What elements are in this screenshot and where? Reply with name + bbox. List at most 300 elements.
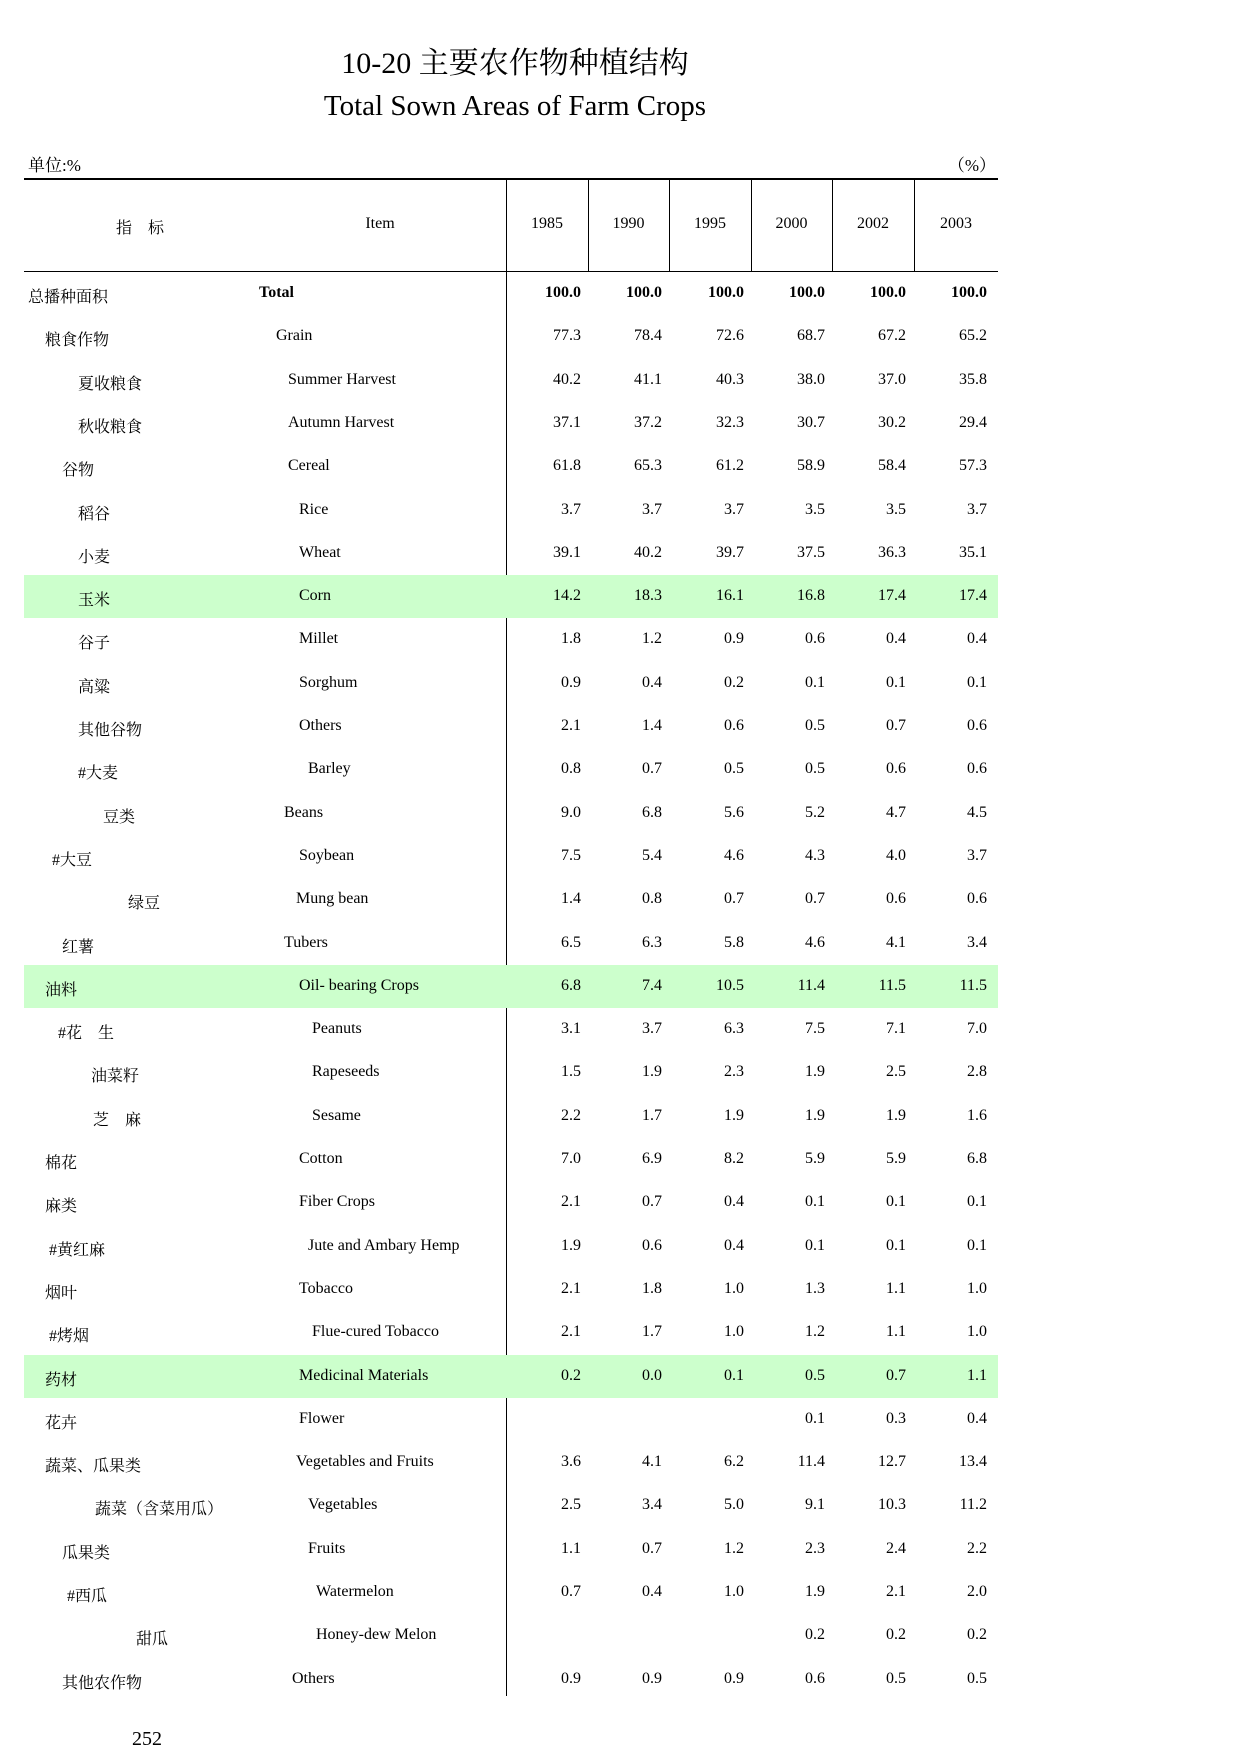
row-value: 3.7 (724, 500, 744, 518)
table-row (24, 1658, 998, 1701)
row-value: 1.2 (805, 1323, 825, 1341)
row-value: 39.1 (553, 543, 581, 561)
row-value: 2.5 (886, 1063, 906, 1081)
row-value: 0.3 (886, 1409, 906, 1427)
row-value: 0.7 (642, 1193, 662, 1211)
row-label-en: Summer Harvest (288, 370, 396, 388)
row-value: 0.7 (805, 890, 825, 908)
row-value: 1.5 (561, 1063, 581, 1081)
table-row (24, 835, 998, 878)
header-year: 1990 (612, 215, 645, 232)
row-value: 1.2 (642, 630, 662, 648)
row-value: 1.9 (886, 1106, 906, 1124)
row-label-cn: 绿豆 (128, 895, 161, 913)
row-value: 0.9 (561, 1669, 581, 1687)
row-value: 11.5 (878, 976, 906, 994)
row-value: 67.2 (878, 327, 906, 345)
row-value: 0.1 (805, 1236, 825, 1254)
row-label-cn: 芝 麻 (93, 1111, 142, 1129)
table-row (24, 1268, 998, 1311)
row-value: 37.1 (553, 413, 581, 431)
row-value: 1.9 (805, 1583, 825, 1600)
row-label-cn: #大麦 (78, 765, 119, 783)
row-value: 3.7 (967, 500, 987, 518)
row-label-en: Tubers (284, 933, 328, 951)
header-indicator-cn: 指 标 (115, 220, 164, 237)
table-row (24, 1528, 998, 1571)
row-label-cn: 总播种面积 (28, 289, 109, 306)
row-value: 100.0 (626, 284, 662, 301)
table-row (24, 1051, 998, 1094)
row-value: 2.5 (561, 1496, 581, 1514)
table-row (24, 1398, 998, 1441)
row-value: 0.5 (724, 760, 744, 778)
row-label-cn: 花卉 (45, 1414, 78, 1432)
row-value: 1.1 (886, 1279, 906, 1297)
row-value: 100.0 (789, 284, 825, 301)
row-value: 7.1 (886, 1020, 906, 1038)
row-label-en: Honey-dew Melon (316, 1626, 437, 1644)
row-value: 0.7 (724, 890, 744, 908)
row-value: 0.6 (967, 760, 987, 778)
row-label-en: Wheat (299, 543, 341, 561)
row-label-en: Medicinal Materials (299, 1366, 429, 1384)
row-value: 0.4 (967, 1409, 987, 1427)
unit-label-en: （%） (947, 156, 996, 175)
row-value: 3.4 (967, 933, 987, 951)
row-label-en: Grain (276, 327, 313, 345)
row-value: 0.2 (886, 1626, 906, 1644)
row-value: 0.4 (967, 630, 987, 648)
row-value: 30.2 (878, 413, 906, 431)
row-value: 61.8 (553, 457, 581, 475)
row-label-cn: #大豆 (52, 851, 93, 869)
row-value: 0.0 (642, 1366, 662, 1384)
row-value: 6.3 (642, 933, 662, 951)
table-row (24, 1181, 998, 1224)
row-value: 6.8 (967, 1150, 987, 1167)
row-value: 0.4 (724, 1193, 744, 1211)
table-row (24, 272, 998, 315)
row-value: 1.1 (886, 1323, 906, 1341)
row-value: 1.6 (967, 1106, 987, 1124)
row-value: 3.4 (642, 1496, 662, 1514)
row-label-cn: 烟叶 (45, 1284, 78, 1302)
row-label-cn: 瓜果类 (62, 1544, 111, 1562)
row-value: 0.1 (967, 673, 987, 691)
table-row (24, 965, 998, 1008)
row-value: 58.4 (878, 457, 906, 475)
row-value: 0.9 (724, 630, 744, 648)
header-year: 1995 (694, 215, 726, 232)
row-value: 0.1 (886, 673, 906, 691)
row-label-cn: #花 生 (58, 1025, 115, 1043)
row-value: 0.7 (642, 760, 662, 778)
row-label-cn: #西瓜 (67, 1588, 108, 1605)
row-value: 6.8 (561, 976, 581, 994)
row-value: 37.0 (878, 370, 906, 388)
row-value: 4.5 (967, 803, 987, 821)
row-label-en: Peanuts (312, 1020, 362, 1038)
row-value: 35.8 (959, 370, 987, 388)
row-value: 16.8 (797, 587, 825, 605)
table-row (24, 705, 998, 748)
row-label-en: Fruits (308, 1539, 346, 1557)
row-value: 0.6 (886, 890, 906, 908)
row-value: 1.8 (642, 1279, 662, 1297)
row-label-cn: 油菜籽 (91, 1068, 140, 1086)
row-value: 2.1 (561, 1279, 581, 1297)
table-row (24, 489, 998, 532)
row-label-en: Rapeseeds (312, 1063, 380, 1081)
row-value: 0.9 (724, 1669, 744, 1687)
row-value: 6.3 (724, 1020, 744, 1038)
row-label-cn: 甜瓜 (136, 1631, 169, 1649)
row-value: 17.4 (878, 587, 906, 605)
row-label-cn: 药材 (45, 1371, 78, 1389)
row-value: 61.2 (716, 457, 744, 475)
row-value: 3.1 (561, 1020, 581, 1038)
row-value: 5.0 (724, 1496, 744, 1514)
row-value: 58.9 (797, 457, 825, 475)
row-value: 0.9 (561, 673, 581, 691)
row-value: 14.2 (553, 587, 581, 605)
row-label-cn: 稻谷 (78, 505, 111, 523)
row-value: 0.1 (805, 673, 825, 691)
row-value: 0.2 (805, 1626, 825, 1644)
row-label-en: Soybean (299, 846, 355, 864)
row-value: 0.6 (805, 630, 825, 648)
row-value: 0.1 (967, 1236, 987, 1254)
row-value: 7.0 (561, 1150, 581, 1167)
row-value: 4.6 (805, 933, 825, 951)
row-value: 68.7 (797, 327, 825, 345)
row-value: 0.5 (805, 1366, 825, 1384)
row-value: 100.0 (545, 284, 581, 301)
row-value: 3.6 (561, 1453, 581, 1471)
row-label-en: Vegetables (308, 1496, 378, 1514)
row-label-en: Tobacco (299, 1279, 353, 1297)
table-row (24, 1571, 998, 1614)
row-value: 1.8 (561, 630, 581, 648)
table-row (24, 1484, 998, 1527)
row-label-cn: 谷子 (78, 635, 111, 653)
row-value: 3.5 (886, 500, 906, 518)
row-label-cn: 小麦 (78, 548, 111, 566)
row-value: 1.9 (642, 1063, 662, 1081)
row-value: 18.3 (634, 587, 662, 605)
row-label-en: Sesame (312, 1106, 361, 1124)
row-value: 7.5 (805, 1020, 825, 1038)
row-label-cn: 麻类 (45, 1198, 78, 1216)
row-value: 12.7 (878, 1453, 906, 1471)
table-row (24, 922, 998, 965)
row-label-en: Others (299, 717, 342, 734)
table-row (24, 792, 998, 835)
row-value: 30.7 (797, 413, 825, 431)
row-value: 100.0 (870, 284, 906, 301)
row-value: 65.2 (959, 327, 987, 345)
row-value: 0.2 (967, 1626, 987, 1644)
row-value: 5.2 (805, 803, 825, 821)
row-value: 0.4 (724, 1236, 744, 1254)
row-value: 16.1 (716, 587, 744, 605)
table-row (24, 1008, 998, 1051)
row-value: 0.6 (886, 760, 906, 778)
row-value: 1.0 (967, 1279, 987, 1297)
row-label-en: Corn (299, 587, 331, 605)
table-row (24, 618, 998, 661)
row-value: 5.8 (724, 933, 744, 951)
row-value: 2.1 (561, 717, 581, 734)
row-value: 36.3 (878, 543, 906, 561)
row-value: 1.0 (724, 1279, 744, 1297)
row-value: 2.3 (805, 1539, 825, 1557)
row-value: 5.4 (642, 846, 662, 864)
table-row (24, 662, 998, 705)
row-value: 9.0 (561, 803, 581, 821)
row-label-en: Others (292, 1669, 335, 1687)
table-row (24, 1614, 998, 1657)
row-value: 10.3 (878, 1496, 906, 1514)
table-row (24, 1441, 998, 1484)
row-value: 0.1 (805, 1409, 825, 1427)
row-value: 0.1 (967, 1193, 987, 1211)
table-row (24, 878, 998, 921)
row-value: 0.9 (642, 1669, 662, 1687)
row-label-cn: 豆类 (103, 808, 136, 826)
row-label-en: Flower (299, 1409, 345, 1427)
row-value: 29.4 (959, 413, 987, 431)
table-top-rule (24, 178, 998, 180)
row-value: 32.3 (716, 413, 744, 431)
page-number: 252 (132, 1728, 162, 1750)
row-value: 0.1 (724, 1366, 744, 1384)
row-value: 1.0 (967, 1323, 987, 1341)
row-value: 2.0 (967, 1583, 987, 1600)
row-value: 8.2 (724, 1150, 744, 1167)
row-label-en: Millet (299, 630, 339, 648)
row-value: 0.4 (642, 673, 662, 691)
row-value: 7.0 (967, 1020, 987, 1038)
row-value: 11.5 (959, 976, 987, 994)
row-label-en: Oil- bearing Crops (299, 976, 419, 994)
table-row (24, 359, 998, 402)
row-value: 40.2 (553, 370, 581, 388)
table-row (24, 315, 998, 358)
row-value: 1.4 (561, 890, 581, 908)
row-value: 40.3 (716, 370, 744, 388)
header-year: 2003 (940, 215, 972, 232)
row-value: 37.5 (797, 543, 825, 561)
row-value: 2.2 (561, 1106, 581, 1124)
row-label-cn: #黄红麻 (49, 1241, 106, 1259)
row-value: 78.4 (634, 327, 662, 345)
row-value: 3.7 (642, 1020, 662, 1038)
row-value: 0.6 (967, 890, 987, 908)
row-label-en: Total (259, 284, 294, 301)
row-value: 4.1 (642, 1453, 662, 1471)
row-label-cn: 红薯 (62, 938, 95, 956)
row-value: 57.3 (959, 457, 987, 475)
row-value: 0.2 (724, 673, 744, 691)
row-value: 38.0 (797, 370, 825, 388)
row-label-cn: 秋收粮食 (78, 418, 143, 436)
row-value: 1.1 (967, 1366, 987, 1384)
row-label-en: Watermelon (316, 1583, 394, 1600)
row-label-cn: 蔬菜、瓜果类 (45, 1458, 142, 1476)
row-value: 3.7 (642, 500, 662, 518)
page-title-cn: 10-20 主要农作物种植结构 (341, 47, 689, 80)
row-value: 1.0 (724, 1583, 744, 1600)
row-label-en: Sorghum (299, 673, 358, 691)
row-value: 0.7 (886, 1366, 906, 1384)
table-row (24, 748, 998, 791)
row-label-en: Cereal (288, 457, 330, 475)
row-value: 2.2 (967, 1539, 987, 1557)
row-value: 7.5 (561, 846, 581, 864)
table-row (24, 1311, 998, 1354)
row-value: 7.4 (642, 976, 662, 994)
row-value: 100.0 (951, 284, 987, 301)
row-label-en: Fiber Crops (299, 1193, 375, 1211)
row-value: 0.5 (967, 1669, 987, 1687)
header-item-en: Item (365, 215, 395, 232)
row-value: 3.5 (805, 500, 825, 518)
row-label-en: Cotton (299, 1150, 343, 1167)
row-label-cn: 其他谷物 (78, 722, 143, 739)
header-year: 2002 (857, 215, 889, 232)
row-value: 11.4 (797, 976, 825, 994)
row-value: 4.6 (724, 846, 744, 864)
row-value: 11.2 (959, 1496, 987, 1514)
row-value: 0.7 (561, 1583, 581, 1600)
row-value: 6.9 (642, 1150, 662, 1167)
row-label-en: Jute and Ambary Hemp (308, 1236, 460, 1254)
row-value: 1.7 (642, 1106, 662, 1124)
row-value: 2.1 (561, 1193, 581, 1211)
row-value: 0.1 (886, 1236, 906, 1254)
row-value: 9.1 (805, 1496, 825, 1514)
row-value: 5.9 (805, 1150, 825, 1167)
row-value: 0.6 (642, 1236, 662, 1254)
row-value: 39.7 (716, 543, 744, 561)
row-value: 0.8 (642, 890, 662, 908)
row-value: 4.7 (886, 803, 906, 821)
row-value: 0.6 (805, 1669, 825, 1687)
row-value: 1.7 (642, 1323, 662, 1341)
row-value: 10.5 (716, 976, 744, 994)
unit-label-cn: 单位:% (28, 156, 81, 175)
row-value: 1.9 (561, 1236, 581, 1254)
row-value: 4.1 (886, 933, 906, 951)
row-value: 6.5 (561, 933, 581, 951)
row-label-en: Beans (284, 803, 324, 821)
row-value: 3.7 (967, 846, 987, 864)
row-value: 2.3 (724, 1063, 744, 1081)
row-label-en: Vegetables and Fruits (296, 1453, 434, 1471)
row-value: 1.2 (724, 1539, 744, 1557)
row-value: 3.7 (561, 500, 581, 518)
row-value: 4.0 (886, 846, 906, 864)
row-label-en: Barley (308, 760, 351, 778)
row-label-en: Rice (299, 500, 329, 518)
row-value: 1.4 (642, 717, 662, 734)
row-value: 0.4 (886, 630, 906, 648)
table-row (24, 445, 998, 488)
row-value: 2.8 (967, 1063, 987, 1081)
row-value: 2.1 (886, 1583, 906, 1600)
row-value: 0.4 (642, 1583, 662, 1600)
row-value: 5.6 (724, 803, 744, 821)
table-row (24, 1355, 998, 1398)
row-label-cn: 谷物 (62, 462, 95, 480)
row-label-en: Flue-cured Tobacco (312, 1323, 439, 1341)
row-value: 1.1 (561, 1539, 581, 1557)
row-value: 5.9 (886, 1150, 906, 1167)
row-value: 2.1 (561, 1323, 581, 1341)
row-label-cn: 油料 (45, 981, 78, 999)
row-value: 1.9 (724, 1106, 744, 1124)
row-value: 1.9 (805, 1063, 825, 1081)
row-value: 6.8 (642, 803, 662, 821)
row-value: 35.1 (959, 543, 987, 561)
row-value: 0.1 (805, 1193, 825, 1211)
table-row (24, 402, 998, 445)
row-value: 100.0 (708, 284, 744, 301)
row-value: 1.3 (805, 1279, 825, 1297)
row-value: 4.3 (805, 846, 825, 864)
row-value: 0.5 (886, 1669, 906, 1687)
row-label-cn: 高粱 (78, 678, 111, 696)
header-year: 1985 (531, 215, 563, 232)
row-value: 13.4 (959, 1453, 987, 1471)
row-label-cn: 夏收粮食 (78, 375, 143, 393)
row-value: 65.3 (634, 457, 662, 475)
row-value: 0.8 (561, 760, 581, 778)
row-label-cn: 粮食作物 (45, 332, 110, 350)
row-value: 72.6 (716, 327, 744, 345)
table-row (24, 1225, 998, 1268)
row-label-cn: #烤烟 (49, 1328, 90, 1346)
row-label-cn: 棉花 (45, 1155, 78, 1172)
row-value: 17.4 (959, 587, 987, 605)
row-value: 40.2 (634, 543, 662, 561)
table-row (24, 575, 998, 618)
row-value: 37.2 (634, 413, 662, 431)
row-value: 0.7 (886, 717, 906, 734)
row-value: 0.6 (724, 717, 744, 734)
page-title-en: Total Sown Areas of Farm Crops (323, 90, 707, 122)
row-label-en: Autumn Harvest (288, 413, 395, 431)
row-label-cn: 蔬菜（含菜用瓜） (95, 1501, 224, 1519)
row-value: 1.0 (724, 1323, 744, 1341)
row-value: 0.5 (805, 760, 825, 778)
row-value: 0.6 (967, 717, 987, 734)
row-value: 6.2 (724, 1453, 744, 1471)
table-row (24, 532, 998, 575)
row-value: 0.7 (642, 1539, 662, 1557)
row-value: 0.5 (805, 717, 825, 734)
row-value: 1.9 (805, 1106, 825, 1124)
row-value: 2.4 (886, 1539, 906, 1557)
row-label-en: Mung bean (296, 890, 369, 908)
row-value: 0.2 (561, 1366, 581, 1384)
row-value: 0.1 (886, 1193, 906, 1211)
row-value: 77.3 (553, 327, 581, 345)
row-value: 11.4 (797, 1453, 825, 1471)
table-row (24, 1138, 998, 1181)
